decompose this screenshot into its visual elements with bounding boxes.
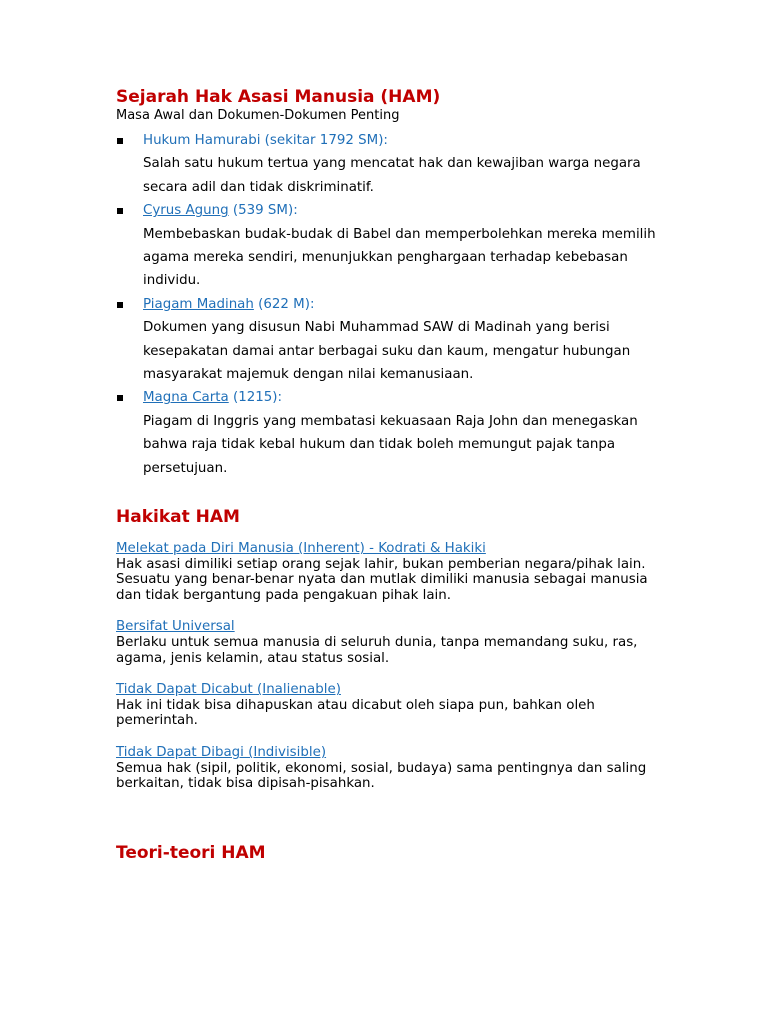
hakikat-item-universal (116, 619, 656, 666)
link-indivisible[interactable]: Tidak Dapat Dibagi (Indivisible) (116, 745, 327, 761)
link-universal[interactable]: Bersifat Universal (116, 619, 235, 635)
list-item-heading-text: (539 SM): (228, 203, 298, 219)
hakikat-item-text: Hak asasi dimiliki setiap orang sejak lahir, bukan pemberian negara/pihak lain. (116, 556, 646, 572)
list-item-heading (143, 390, 282, 405)
list-item-heading-text: (1215): (228, 390, 283, 406)
list-item-piagam-madinah (116, 293, 656, 387)
list-item-heading (143, 133, 388, 148)
link-piagam-madinah[interactable]: Piagam Madinah (143, 296, 254, 312)
hakikat-item-text-2: Sesuatu yang benar-benar nyata dan mutlak dimiliki manusia sebagai manusia dan tidak bergantung pada pengakuan pihak lain. (116, 572, 648, 603)
section-title-hakikat: Hakikat HAM (116, 507, 240, 528)
list-item-magna-carta (116, 386, 656, 480)
section-title-teori: Teori-teori HAM (116, 842, 266, 863)
hakikat-item-indivisible (116, 745, 656, 792)
square-bullet-icon (117, 302, 123, 308)
hakikat-item-inalienable (116, 682, 656, 729)
link-cyrus-agung[interactable]: Cyrus Agung (143, 203, 229, 219)
square-bullet-icon (117, 208, 123, 214)
hakikat-list (116, 541, 656, 792)
square-bullet-icon (117, 138, 123, 144)
square-bullet-icon (117, 395, 123, 401)
document-page (116, 86, 656, 864)
link-inalienable[interactable]: Tidak Dapat Dicabut (Inalienable) (116, 682, 341, 698)
list-item-heading-text: (622 M): (253, 296, 315, 312)
hakikat-item-inherent (116, 541, 656, 603)
list-item-cyrus (116, 199, 656, 293)
list-item-description: Piagam di Inggris yang membatasi kekuasaan Raja John dan menegaskan bahwa raja tidak kebal hukum dan tidak boleh memungut pajak tanpa persetujuan. (143, 413, 638, 476)
history-list (116, 129, 656, 480)
list-item-heading (143, 203, 298, 218)
hakikat-item-text: Semua hak (sipil, politik, ekonomi, sosial, budaya) sama pentingnya dan saling berkaitan, tidak bisa dipisah-pisahkan. (116, 760, 647, 792)
list-item-description: Salah satu hukum tertua yang mencatat hak dan kewajiban warga negara secara adil dan tidak diskriminatif. (143, 156, 641, 195)
list-item-hamurabi (116, 129, 656, 199)
list-item-description: Dokumen yang disusun Nabi Muhammad SAW di Madinah yang berisi kesepakatan damai antar berbagai suku dan kaum, mengatur hubungan masyarakat majemuk dengan nilai kemanusiaan. (143, 320, 631, 383)
link-inherent[interactable]: Melekat pada Diri Manusia (Inherent) - Kodrati & Hakiki (116, 541, 486, 557)
hakikat-item-text: Berlaku untuk semua manusia di seluruh dunia, tanpa memandang suku, ras, agama, jenis kelamin, atau status sosial. (116, 635, 638, 666)
list-item-description: Membebaskan budak-budak di Babel dan memperbolehkan mereka memilih agama mereka sendiri, menunjukkan penghargaan terhadap kebebasan individu. (143, 226, 656, 289)
section-subtitle: Masa Awal dan Dokumen-Dokumen Penting (116, 108, 400, 123)
hakikat-item-text: Hak ini tidak bisa dihapuskan atau dicabut oleh siapa pun, bahkan oleh pemerintah. (116, 697, 595, 729)
list-item-heading-text: Hukum Hamurabi (sekitar 1792 SM): (143, 133, 388, 148)
list-item-heading (143, 297, 314, 312)
link-magna-carta[interactable]: Magna Carta (143, 390, 229, 406)
section-title-sejarah: Sejarah Hak Asasi Manusia (HAM) (116, 87, 441, 107)
